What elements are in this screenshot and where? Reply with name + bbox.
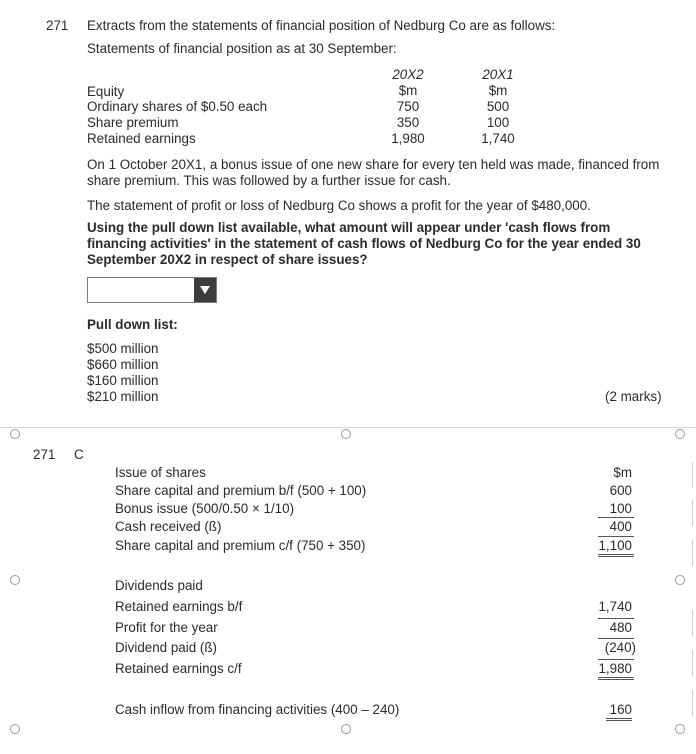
working-row-value: 100 bbox=[609, 501, 632, 516]
table-cell: 500 bbox=[486, 99, 510, 114]
total-rule-double bbox=[598, 554, 634, 557]
table-row-label: Equity bbox=[87, 84, 125, 99]
working-row-label: Bonus issue (500/0.50 × 1/10) bbox=[115, 501, 295, 516]
working-heading: Issue of shares bbox=[115, 465, 206, 480]
table-row-label: Ordinary shares of $0.50 each bbox=[87, 99, 268, 114]
subtotal-rule bbox=[598, 517, 634, 518]
margin-tick bbox=[692, 650, 693, 676]
question-intro: Extracts from the statements of financial position of Nedburg Co are as follows: bbox=[87, 18, 556, 33]
margin-tick bbox=[692, 690, 693, 716]
pulldown-option: $210 million bbox=[87, 389, 159, 404]
working-row-label: Dividend paid (ß) bbox=[115, 640, 217, 655]
total-rule-double bbox=[598, 677, 634, 680]
working-unit: $m bbox=[613, 465, 632, 480]
subtotal-rule bbox=[598, 638, 634, 639]
total-rule-top bbox=[598, 659, 634, 660]
working-row-value: 600 bbox=[609, 483, 632, 498]
pulldown-option: $160 million bbox=[87, 373, 159, 388]
table-cell: 1,740 bbox=[481, 131, 515, 146]
resize-handle-icon[interactable] bbox=[10, 429, 20, 439]
subtotal-rule bbox=[598, 618, 634, 619]
margin-tick bbox=[692, 462, 693, 488]
resize-handle-icon[interactable] bbox=[341, 724, 351, 734]
unit-20x2: $m bbox=[398, 83, 418, 98]
pulldown-option: $500 million bbox=[87, 341, 159, 356]
working-row-value: 1,100 bbox=[598, 538, 632, 553]
table-row-label: Retained earnings bbox=[87, 131, 196, 146]
resize-handle-icon[interactable] bbox=[675, 575, 685, 585]
table-cell: 350 bbox=[396, 115, 420, 130]
working-row-label: Retained earnings b/f bbox=[115, 599, 243, 614]
total-rule-double bbox=[606, 718, 632, 721]
section-divider bbox=[0, 427, 696, 428]
answer-letter: C bbox=[74, 447, 84, 462]
question-prompt: Using the pull down list available, what amount will appear under 'cash flows from financing activities' in the statement of cash flows of Nedburg Co for the year ended 30 September 20X2 in respect of share issues? bbox=[87, 220, 641, 267]
table-cell: 100 bbox=[486, 115, 510, 130]
question-subtitle: Statements of financial position as at 30 September: bbox=[87, 41, 397, 56]
bonus-issue-paragraph: On 1 October 20X1, a bonus issue of one new share for every ten held was made, financed from share premium. This was followed by a further issue for cash. bbox=[87, 157, 660, 188]
total-rule-top bbox=[598, 536, 634, 537]
margin-tick bbox=[692, 540, 693, 566]
margin-tick bbox=[692, 610, 693, 636]
profit-paragraph: The statement of profit or loss of Nedburg Co shows a profit for the year of $480,000. bbox=[87, 198, 591, 213]
pulldown-option: $660 million bbox=[87, 357, 159, 372]
table-row-label: Share premium bbox=[87, 115, 179, 130]
working-row-value: 480 bbox=[609, 620, 632, 635]
margin-tick bbox=[692, 500, 693, 526]
resize-handle-icon[interactable] bbox=[10, 724, 20, 734]
table-cell: 1,980 bbox=[391, 131, 425, 146]
resize-handle-icon[interactable] bbox=[675, 724, 685, 734]
answer-dropdown[interactable] bbox=[87, 277, 217, 303]
question-number: 271 bbox=[46, 18, 69, 33]
working-row-label: Cash received (ß) bbox=[115, 519, 222, 534]
working-row-label: Retained earnings c/f bbox=[115, 661, 242, 676]
working-row-label: Profit for the year bbox=[115, 620, 218, 635]
resize-handle-icon[interactable] bbox=[675, 429, 685, 439]
cash-inflow-label: Cash inflow from financing activities (400 – 240) bbox=[115, 702, 400, 717]
working-row-value: 400 bbox=[609, 519, 632, 534]
working-heading: Dividends paid bbox=[115, 578, 203, 593]
dropdown-arrow-icon[interactable] bbox=[194, 278, 216, 302]
working-row-value: 1,980 bbox=[598, 661, 632, 676]
working-row-label: Share capital and premium b/f (500 + 100) bbox=[115, 483, 367, 498]
resize-handle-icon[interactable] bbox=[10, 575, 20, 585]
answer-number: 271 bbox=[33, 447, 56, 462]
unit-20x1: $m bbox=[488, 83, 508, 98]
col-header-20x1: 20X1 bbox=[482, 67, 514, 82]
working-row-label: Share capital and premium c/f (750 + 350) bbox=[115, 538, 366, 553]
cash-inflow-value: 160 bbox=[609, 702, 632, 717]
working-row-value: 1,740 bbox=[598, 599, 632, 614]
col-header-20x2: 20X2 bbox=[392, 67, 424, 82]
table-cell: 750 bbox=[396, 99, 420, 114]
working-row-value: (240) bbox=[604, 640, 636, 655]
pulldown-list-title: Pull down list: bbox=[87, 317, 178, 332]
marks-label: (2 marks) bbox=[605, 389, 662, 404]
resize-handle-icon[interactable] bbox=[341, 429, 351, 439]
